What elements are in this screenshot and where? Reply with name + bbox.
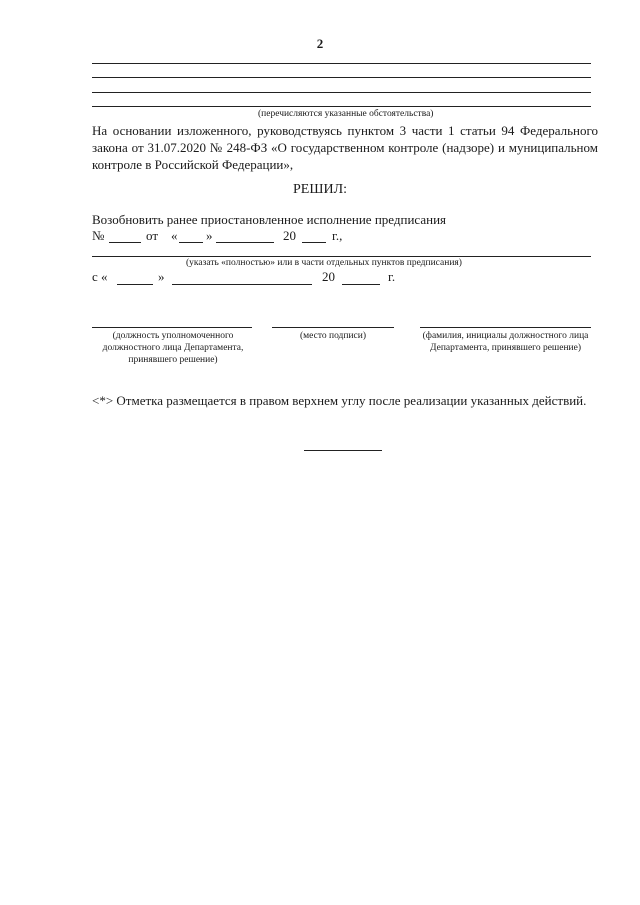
- from-year-blank: [342, 284, 380, 285]
- close-quote: »: [206, 228, 213, 243]
- name-line: [420, 327, 591, 328]
- order-month-blank: [216, 242, 274, 243]
- from-day-blank: [117, 284, 153, 285]
- signature-place-caption: (место подписи): [299, 331, 367, 341]
- closing-rule: [304, 450, 382, 451]
- from-close-quote: »: [158, 269, 165, 284]
- scope-line: [92, 256, 591, 257]
- from-date-prefix: с «: [92, 269, 108, 284]
- open-quote: «: [171, 228, 178, 243]
- resume-text: Возобновить ранее приостановленное исполнение предписания: [92, 212, 447, 227]
- decision-heading: РЕШИЛ:: [293, 182, 347, 197]
- year-prefix: 20: [283, 228, 296, 243]
- circumstances-line-1: [92, 63, 591, 64]
- circumstances-line-4: [92, 106, 591, 107]
- order-day-blank: [179, 242, 203, 243]
- order-year-blank: [302, 242, 326, 243]
- circumstances-line-3: [92, 92, 591, 93]
- position-line: [92, 327, 252, 328]
- page-number: 2: [316, 36, 324, 51]
- from-year-prefix: 20: [322, 269, 335, 284]
- year-suffix: г.,: [332, 228, 343, 243]
- from-label: от: [146, 228, 159, 243]
- scope-caption: (указать «полностью» или в части отдельных пунктов предписания): [186, 258, 462, 268]
- number-sign: №: [92, 228, 105, 243]
- position-caption: (должность уполномоченного должностного лица Департамента, принявшего решение): [102, 331, 244, 365]
- order-number-blank: [109, 242, 141, 243]
- basis-paragraph: На основании изложенного, руководствуясь пунктом 3 части 1 статьи 94 Федерального закона от 31.07.2020 № 248-ФЗ «О государственном контроле (надзоре) и муниципальном контроле в Российской Федерации»,: [92, 123, 598, 172]
- footnote: <*> Отметка размещается в правом верхнем углу после реализации указанных действий.: [92, 393, 587, 408]
- signature-line: [272, 327, 394, 328]
- circumstances-line-2: [92, 77, 591, 78]
- from-month-blank: [172, 284, 312, 285]
- name-caption: (фамилия, инициалы должностного лица Департамента, принявшего решение): [422, 331, 589, 353]
- circumstances-caption: (перечисляются указанные обстоятельства): [258, 109, 434, 119]
- from-year-suffix: г.: [388, 269, 396, 284]
